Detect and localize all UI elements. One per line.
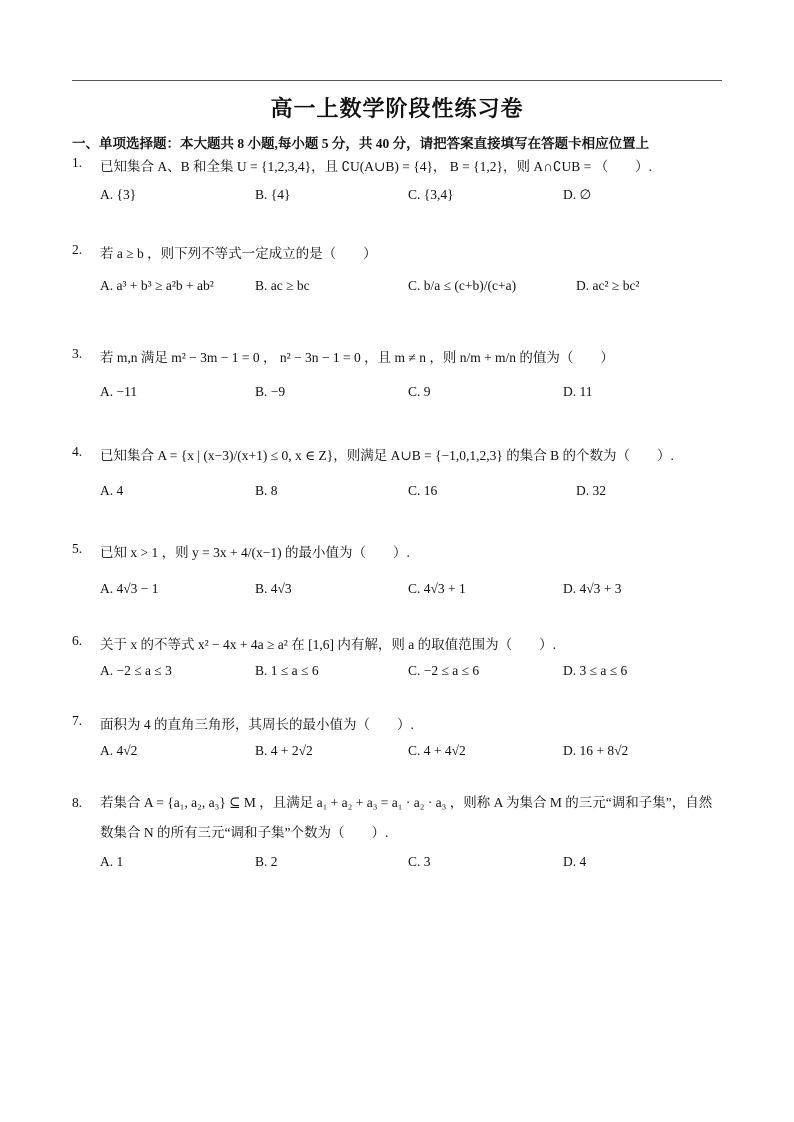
option-row (100, 663, 720, 693)
option-d: D. 11 (563, 384, 593, 399)
option-d: D. 16 + 8√2 (563, 743, 629, 758)
question-stem: 已知集合 A、B 和全集 U = {1,2,3,4}，且 ∁U(A∪B) = {4}， B = {1,2}，则 A∩∁UB = （ ）. (100, 159, 652, 174)
option-b: B. −9 (255, 384, 286, 399)
option-row (100, 743, 720, 773)
option-b: B. 4√3 (255, 581, 292, 596)
option-a: A. 4√3 − 1 (100, 581, 159, 596)
question-number: 3. (72, 346, 83, 361)
option-d: D. 32 (576, 483, 606, 498)
question-stem: 关于 x 的不等式 x² − 4x + 4a ≥ a² 在 [1,6] 内有解，则 a 的取值范围为（ ）. (100, 637, 556, 652)
question-number: 8. (72, 795, 83, 810)
question-stem: 已知 x > 1 ，则 y = 3x + 4/(x−1) 的最小值为（ ）. (100, 545, 410, 560)
option-a: A. −2 ≤ a ≤ 3 (100, 663, 172, 678)
option-c: C. 9 (408, 384, 431, 399)
option-row (100, 187, 720, 217)
header-rule (72, 80, 722, 81)
option-a: A. 4 (100, 483, 124, 498)
option-c: C. {3,4} (408, 187, 454, 202)
option-d: D. ∅ (563, 187, 592, 202)
option-a: A. {3} (100, 187, 137, 202)
question-stem: 面积为 4 的直角三角形，其周长的最小值为（ ）. (100, 717, 414, 732)
option-b: B. 8 (255, 483, 278, 498)
option-c: C. b/a ≤ (c+b)/(c+a) (408, 278, 517, 293)
page-title: 高一上数学阶段性练习卷 (270, 96, 524, 121)
option-b: B. ac ≥ bc (255, 278, 310, 293)
option-c: C. 4√3 + 1 (408, 581, 466, 596)
option-b: B. 1 ≤ a ≤ 6 (255, 663, 319, 678)
option-a: A. a³ + b³ ≥ a²b + ab² (100, 278, 214, 293)
option-d: D. ac² ≥ bc² (576, 278, 640, 293)
option-d: D. 3 ≤ a ≤ 6 (563, 663, 628, 678)
option-b: B. {4} (255, 187, 291, 202)
question-number: 7. (72, 713, 83, 728)
question-stem: 若集合 A = {a₁, a₂, a₃} ⊆ M ，且满足 a₁ + a₂ + a₃ = a₁ · a₂ · a₃ ，则称 A 为集合 M 的三元“调和子集”，自然数集合 N 的所有三元“调和子集”个数为（ ）. (100, 795, 713, 840)
question-number: 2. (72, 242, 83, 257)
option-d: D. 4 (563, 854, 587, 869)
option-row (100, 854, 720, 884)
option-a: A. −11 (100, 384, 138, 399)
option-c: C. 16 (408, 483, 438, 498)
option-c: C. −2 ≤ a ≤ 6 (408, 663, 480, 678)
question-stem: 若 a ≥ b ，则下列不等式一定成立的是（ ） (100, 246, 377, 261)
question-number: 1. (72, 155, 83, 170)
option-row (100, 483, 720, 513)
question-number: 6. (72, 633, 83, 648)
option-c: C. 4 + 4√2 (408, 743, 466, 758)
option-a: A. 1 (100, 854, 124, 869)
option-d: D. 4√3 + 3 (563, 581, 622, 596)
option-b: B. 2 (255, 854, 278, 869)
option-row (100, 581, 720, 611)
question-stem: 已知集合 A = {x | (x−3)/(x+1) ≤ 0, x ∈ Z}，则满足 A∪B = {−1,0,1,2,3} 的集合 B 的个数为（ ）. (100, 448, 674, 463)
question-number: 4. (72, 444, 83, 459)
option-a: A. 4√2 (100, 743, 138, 758)
question-stem: 若 m,n 满足 m² − 3m − 1 = 0 ， n² − 3n − 1 = 0 ，且 m ≠ n ，则 n/m + m/n 的值为（ ） (100, 350, 614, 365)
option-b: B. 4 + 2√2 (255, 743, 313, 758)
option-row (100, 384, 720, 414)
section-heading: 一、单项选择题：本大题共 8 小题,每小题 5 分，共 40 分，请把答案直接填写在答题卡相应位置上 (72, 136, 650, 151)
option-row (100, 278, 720, 308)
option-c: C. 3 (408, 854, 431, 869)
question-number: 5. (72, 541, 83, 556)
